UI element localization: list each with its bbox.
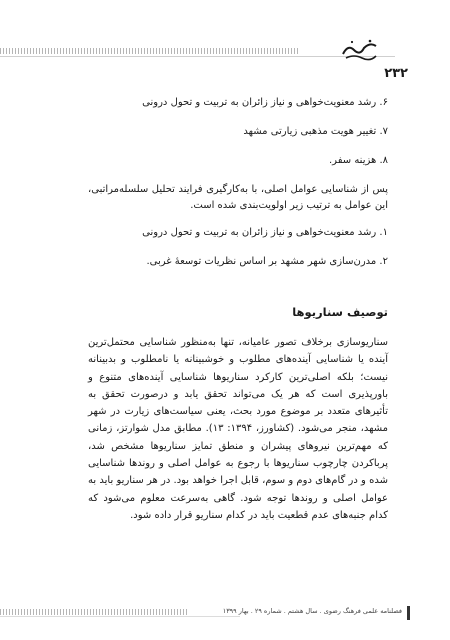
ruler-tick bbox=[51, 609, 52, 615]
ruler-tick bbox=[273, 48, 274, 54]
ruler-tick bbox=[6, 609, 7, 615]
ruler-tick bbox=[141, 609, 142, 615]
ruler-tick bbox=[45, 48, 46, 54]
ruler-tick bbox=[15, 609, 16, 615]
ruler-tick bbox=[222, 48, 223, 54]
list-item: ۶. رشد معنویت‌خواهی و نیاز زائران به تربیت و تحول درونی bbox=[142, 97, 388, 108]
ruler-tick bbox=[84, 48, 85, 54]
ruler-tick bbox=[219, 48, 220, 54]
ruler-tick bbox=[102, 609, 103, 615]
ruler-tick bbox=[42, 609, 43, 615]
ruler-tick bbox=[78, 48, 79, 54]
ruler-tick bbox=[114, 48, 115, 54]
ruler-tick bbox=[105, 609, 106, 615]
ruler-tick bbox=[39, 48, 40, 54]
ruler-tick bbox=[162, 48, 163, 54]
ruler-tick bbox=[9, 48, 10, 54]
footer-journal-info: فصلنامه علمی فرهنگ رضوی . سال هشتم . شماره ۲۹ . بهار ۱۳۹۹ bbox=[222, 607, 402, 615]
ruler-tick bbox=[249, 48, 250, 54]
ruler-tick bbox=[126, 609, 127, 615]
priority-list bbox=[88, 225, 388, 270]
ruler-tick bbox=[96, 609, 97, 615]
ruler-tick bbox=[99, 609, 100, 615]
ruler-tick bbox=[117, 48, 118, 54]
ruler-tick bbox=[54, 48, 55, 54]
ruler-tick bbox=[99, 48, 100, 54]
ruler-tick bbox=[132, 609, 133, 615]
ruler-tick bbox=[123, 609, 124, 615]
ruler-tick bbox=[129, 48, 130, 54]
ruler-tick bbox=[282, 48, 283, 54]
ruler-tick bbox=[66, 609, 67, 615]
ruler-tick bbox=[159, 609, 160, 615]
ruler-tick bbox=[186, 48, 187, 54]
ruler-tick bbox=[177, 609, 178, 615]
ruler-tick bbox=[168, 609, 169, 615]
ruler-tick bbox=[156, 48, 157, 54]
ruler-tick bbox=[27, 609, 28, 615]
ruler-tick bbox=[195, 48, 196, 54]
ruler-tick bbox=[276, 48, 277, 54]
ruler-tick bbox=[30, 609, 31, 615]
ruler-tick bbox=[180, 48, 181, 54]
ruler-tick bbox=[261, 48, 262, 54]
ruler-tick bbox=[111, 609, 112, 615]
ruler-tick bbox=[93, 48, 94, 54]
ruler-tick bbox=[45, 609, 46, 615]
ruler-tick bbox=[150, 48, 151, 54]
ruler-tick bbox=[162, 609, 163, 615]
ruler-tick bbox=[111, 48, 112, 54]
ruler-tick bbox=[243, 48, 244, 54]
header-divider bbox=[0, 56, 395, 57]
footer-divider bbox=[0, 616, 240, 617]
ruler-tick bbox=[126, 48, 127, 54]
ruler-tick bbox=[90, 609, 91, 615]
ruler-tick bbox=[165, 609, 166, 615]
ruler-tick bbox=[144, 609, 145, 615]
ruler-tick bbox=[87, 48, 88, 54]
ruler-tick bbox=[285, 48, 286, 54]
ruler-tick bbox=[228, 48, 229, 54]
ruler-tick bbox=[153, 48, 154, 54]
ruler-tick bbox=[42, 48, 43, 54]
ruler-tick bbox=[258, 48, 259, 54]
list-item: ۸. هزینه سفر. bbox=[329, 155, 388, 166]
ruler-tick bbox=[216, 48, 217, 54]
footer-marker bbox=[407, 606, 410, 620]
ruler-tick bbox=[297, 48, 298, 54]
ruler-tick bbox=[192, 48, 193, 54]
bottom-decorative-ruler bbox=[0, 609, 190, 615]
ruler-tick bbox=[12, 48, 13, 54]
ruler-tick bbox=[18, 609, 19, 615]
ruler-tick bbox=[189, 48, 190, 54]
ruler-tick bbox=[63, 609, 64, 615]
ruler-tick bbox=[270, 48, 271, 54]
ruler-tick bbox=[198, 48, 199, 54]
ruler-tick bbox=[234, 48, 235, 54]
ruler-tick bbox=[264, 48, 265, 54]
ruler-tick bbox=[72, 48, 73, 54]
ruler-tick bbox=[33, 48, 34, 54]
ruler-tick bbox=[213, 48, 214, 54]
ruler-tick bbox=[171, 48, 172, 54]
list-item: ۱. رشد معنویت‌خواهی و نیاز زائران به تربیت و تحول درونی bbox=[142, 227, 388, 238]
ruler-tick bbox=[279, 48, 280, 54]
ruler-tick bbox=[93, 609, 94, 615]
ruler-tick bbox=[63, 48, 64, 54]
page-number: ۲۳۲ bbox=[384, 66, 408, 81]
ruler-tick bbox=[288, 48, 289, 54]
ruler-tick bbox=[18, 48, 19, 54]
ruler-tick bbox=[174, 48, 175, 54]
ruler-tick bbox=[75, 48, 76, 54]
ruler-tick bbox=[57, 48, 58, 54]
ruler-tick bbox=[36, 48, 37, 54]
ruler-tick bbox=[105, 48, 106, 54]
ruler-tick bbox=[54, 609, 55, 615]
ruler-tick bbox=[120, 48, 121, 54]
ruler-tick bbox=[60, 48, 61, 54]
ruler-tick bbox=[21, 609, 22, 615]
ruler-tick bbox=[90, 48, 91, 54]
ruler-tick bbox=[180, 609, 181, 615]
ruler-tick bbox=[153, 609, 154, 615]
ruler-tick bbox=[60, 609, 61, 615]
ruler-tick bbox=[210, 48, 211, 54]
section-heading: توصیف سناریوها bbox=[292, 305, 388, 319]
ruler-tick bbox=[0, 48, 1, 54]
ruler-tick bbox=[174, 609, 175, 615]
ruler-tick bbox=[66, 48, 67, 54]
top-decorative-ruler bbox=[0, 48, 300, 54]
ruler-tick bbox=[69, 609, 70, 615]
ruler-tick bbox=[156, 609, 157, 615]
ruler-tick bbox=[225, 48, 226, 54]
section-body-paragraph: سناریوسازی برخلاف تصور عامیانه، تنها به‌منظور شناسایی محتمل‌ترین آینده یا شناسایی آینده‌های مطلوب و خوشبینانه یا نامطلوب و بدبینانه نیست؛ بلکه اصلی‌ترین کارکرد سناریوها شناسایی آینده‌های متنوع و باورپذیری است که هر یک می‌تواند تحقق یابد و درصورت تحقق به تأثیرهای متعدد بر موضوع مورد بحث، یعنی سیاست‌های زیارت در شهر مشهد، منجر می‌شود. (کشاورز، ۱۳۹۴: ۱۳). مطابق مدل شوارتز، زمانی که مهم‌ترین نیروهای پیشران و منطق تمایز سناریوها مشخص شد، پرباکردن چارچوب سناریوها با رجوع به عوامل اصلی و روندها شناسایی شده و در گام‌های دوم و سوم، قابل اجرا خواهد بود. در هر سناریو باید به عوامل اصلی و روندها توجه شود. گاهی به‌سرعت معلوم می‌شود که کدام جنبه‌های عدم قطعیت باید در کدام سناریو قرار داده شود. bbox=[88, 337, 388, 521]
ruler-tick bbox=[183, 609, 184, 615]
ruler-tick bbox=[33, 609, 34, 615]
ruler-tick bbox=[51, 48, 52, 54]
ruler-tick bbox=[135, 609, 136, 615]
ruler-tick bbox=[3, 609, 4, 615]
ruler-tick bbox=[168, 48, 169, 54]
ruler-tick bbox=[255, 48, 256, 54]
ruler-tick bbox=[252, 48, 253, 54]
ruler-tick bbox=[138, 48, 139, 54]
ruler-tick bbox=[129, 609, 130, 615]
ruler-tick bbox=[108, 609, 109, 615]
ruler-tick bbox=[36, 609, 37, 615]
ruler-tick bbox=[24, 609, 25, 615]
ruler-tick bbox=[81, 609, 82, 615]
ruler-tick bbox=[267, 48, 268, 54]
ruler-tick bbox=[207, 48, 208, 54]
list-item: ۷. تغییر هویت مذهبی زیارتی مشهد bbox=[243, 126, 388, 137]
ruler-tick bbox=[114, 609, 115, 615]
ruler-tick bbox=[291, 48, 292, 54]
ruler-tick bbox=[72, 609, 73, 615]
ruler-tick bbox=[135, 48, 136, 54]
ruler-tick bbox=[3, 48, 4, 54]
ruler-tick bbox=[24, 48, 25, 54]
ruler-tick bbox=[48, 609, 49, 615]
ruler-tick bbox=[87, 609, 88, 615]
ruler-tick bbox=[6, 48, 7, 54]
ruler-tick bbox=[144, 48, 145, 54]
ruler-tick bbox=[165, 48, 166, 54]
ruler-tick bbox=[294, 48, 295, 54]
ruler-tick bbox=[186, 609, 187, 615]
ruler-tick bbox=[75, 609, 76, 615]
ruler-tick bbox=[201, 48, 202, 54]
ruler-tick bbox=[138, 609, 139, 615]
ruler-tick bbox=[30, 48, 31, 54]
list-item: ۲. مدرن‌سازی شهر مشهد بر اساس نظریات توسعهٔ غربی. bbox=[146, 256, 388, 267]
ruler-tick bbox=[48, 48, 49, 54]
ruler-tick bbox=[39, 609, 40, 615]
ruler-tick bbox=[171, 609, 172, 615]
ruler-tick bbox=[141, 48, 142, 54]
ruler-tick bbox=[0, 609, 1, 615]
ruler-tick bbox=[231, 48, 232, 54]
ruler-tick bbox=[117, 609, 118, 615]
ruler-tick bbox=[183, 48, 184, 54]
ruler-tick bbox=[21, 48, 22, 54]
ruler-tick bbox=[123, 48, 124, 54]
page-content bbox=[88, 95, 388, 524]
ruler-tick bbox=[108, 48, 109, 54]
ruler-tick bbox=[15, 48, 16, 54]
ruler-tick bbox=[120, 609, 121, 615]
ruler-tick bbox=[69, 48, 70, 54]
ruler-tick bbox=[150, 609, 151, 615]
ruler-tick bbox=[102, 48, 103, 54]
ruler-tick bbox=[96, 48, 97, 54]
ruler-tick bbox=[81, 48, 82, 54]
ruler-tick bbox=[159, 48, 160, 54]
factor-list bbox=[88, 95, 388, 169]
ruler-tick bbox=[240, 48, 241, 54]
ruler-tick bbox=[78, 609, 79, 615]
ruler-tick bbox=[12, 609, 13, 615]
ruler-tick bbox=[237, 48, 238, 54]
ruler-tick bbox=[27, 48, 28, 54]
ruler-tick bbox=[147, 48, 148, 54]
intro-paragraph: پس از شناسایی عوامل اصلی، با به‌کارگیری فرایند تحلیل سلسله‌مراتبی، این عوامل به ترتیب زیر اولویت‌بندی شده است. bbox=[88, 184, 388, 211]
journal-logo bbox=[340, 36, 380, 64]
ruler-tick bbox=[132, 48, 133, 54]
ruler-tick bbox=[147, 609, 148, 615]
ruler-tick bbox=[246, 48, 247, 54]
ruler-tick bbox=[177, 48, 178, 54]
ruler-tick bbox=[84, 609, 85, 615]
ruler-tick bbox=[57, 609, 58, 615]
ruler-tick bbox=[204, 48, 205, 54]
ruler-tick bbox=[9, 609, 10, 615]
